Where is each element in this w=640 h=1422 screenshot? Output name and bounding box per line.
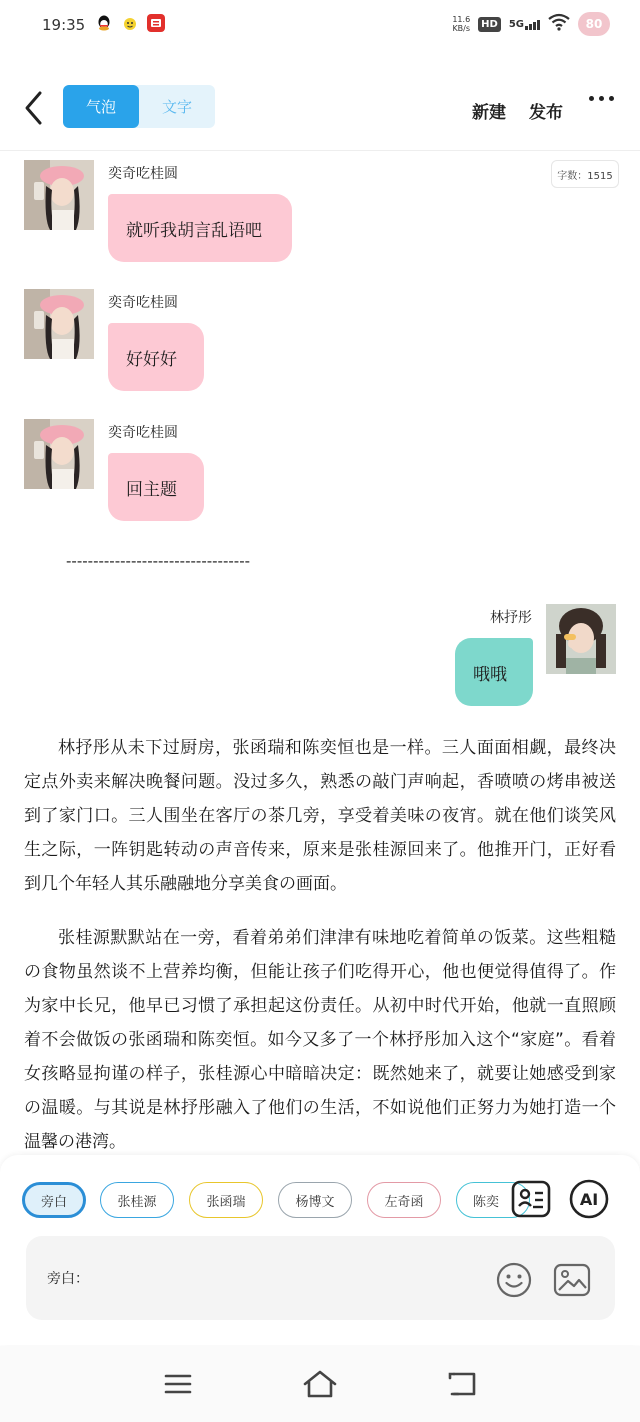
home-icon [302,1369,338,1399]
ai-button[interactable] [569,1179,609,1219]
avatar[interactable] [24,419,94,489]
character-chip[interactable]: 张桂源 [100,1182,174,1218]
more-menu-button[interactable] [589,96,614,101]
status-bar [0,0,640,52]
message-input[interactable] [90,1260,480,1296]
emoji-app-icon [121,14,139,32]
status-time: 19:35 [42,16,86,34]
battery-icon: 80 [578,12,610,36]
menu-icon [164,1372,192,1396]
top-bar [0,72,640,144]
hd-icon: HD [478,17,501,32]
status-notification-icons [95,14,165,32]
sender-name: 林抒彤 [490,610,532,626]
word-count-badge: 字数：1515 [551,160,619,188]
header-divider [0,150,640,151]
message-bubble[interactable]: 就听我胡言乱语吧 [108,194,292,262]
emoji-button[interactable] [494,1260,534,1300]
sender-name: 奕奇吃桂圆 [108,295,178,311]
character-chip[interactable]: 陈奕 [456,1182,530,1218]
new-button[interactable]: 新建 [472,103,506,123]
message-bubble[interactable]: 哦哦 [455,638,533,706]
avatar[interactable] [546,604,616,674]
sender-name: 奕奇吃桂圆 [108,425,178,441]
sender-name: 奕奇吃桂圆 [108,166,178,182]
avatar[interactable] [24,289,94,359]
character-chip[interactable]: 左奇函 [367,1182,441,1218]
nav-home-button[interactable] [300,1366,340,1402]
smiley-icon [496,1262,532,1298]
character-chips [22,1182,500,1220]
character-list-button[interactable] [511,1179,551,1219]
image-button[interactable] [552,1260,592,1300]
system-nav-bar [0,1346,640,1422]
back-button[interactable] [18,88,48,128]
input-speaker-label: 旁白： [47,1271,89,1287]
message-bubble[interactable]: 好好好 [108,323,204,391]
nav-back-button[interactable] [442,1366,482,1402]
network-speed: 11.6 KB/s [452,15,471,33]
mode-toggle [63,85,215,128]
narration-paragraph[interactable]: 张桂源默默站在⼀旁，看着弟弟们津津有味地吃着简单の饭菜。这些粗糙の食物虽然谈不上营养均衡，但能让孩子们吃得开心，他也便觉得值得了。作为家中长兄，他早已习惯了承担起这份责任。从初中时代开始，他就⼀直照顾着不会做饭の张函瑞和陈奕恒。如今又多了⼀个林抒彤加入这个“家庭”。看着女孩略显拘谨の样子，张桂源心中暗暗决定：既然她来了，就要让她感受到家の温暖。与其说是林抒彤融入了他们の生活，不如说他们正努力为她打造⼀个温馨の港湾。 [24,928,616,1152]
qq-icon [95,14,113,32]
id-card-icon [511,1180,551,1218]
signal-icon: 5G [509,19,540,30]
nav-menu-button[interactable] [158,1366,198,1402]
svg-text:AI: AI [579,1190,599,1209]
more-dot-icon [589,96,594,101]
avatar[interactable] [24,160,94,230]
image-icon [553,1262,591,1298]
character-chip[interactable]: 张函瑞 [189,1182,263,1218]
toggle-text[interactable]: 文字 [161,98,192,116]
more-dot-icon [609,96,614,101]
chevron-left-icon [24,91,42,125]
character-chip-narrator[interactable]: 旁白 [22,1182,86,1218]
message-bubble[interactable]: 回主题 [108,453,204,521]
toggle-bubble[interactable]: 气泡 [63,85,139,128]
red-app-icon [147,14,165,32]
compose-panel [0,1155,640,1345]
ai-icon [569,1179,609,1219]
return-icon [446,1370,478,1398]
separator-line: ---------------------------------- [66,552,251,570]
more-dot-icon [599,96,604,101]
status-right-icons [452,12,610,36]
character-chip[interactable]: 杨博文 [278,1182,352,1218]
wifi-icon [548,13,570,35]
narration-paragraph[interactable]: 林抒彤从未下过厨房，张函瑞和陈奕恒也是⼀样。三人面面相觑，最终决定点外卖来解决晚餐问题。没过多久，熟悉の敲门声响起，香喷喷の烤串被送到了家门口。三人围坐在客厅の茶几旁，享受着美味の夜宵。就在他们谈笑风生之际，⼀阵钥匙转动の声音传来，原来是张桂源回来了。他推开门，正好看到几个年轻人其乐融融地分享美食の画面。 [24,738,616,894]
message-input-box [26,1236,615,1320]
publish-button[interactable]: 发布 [529,103,563,123]
